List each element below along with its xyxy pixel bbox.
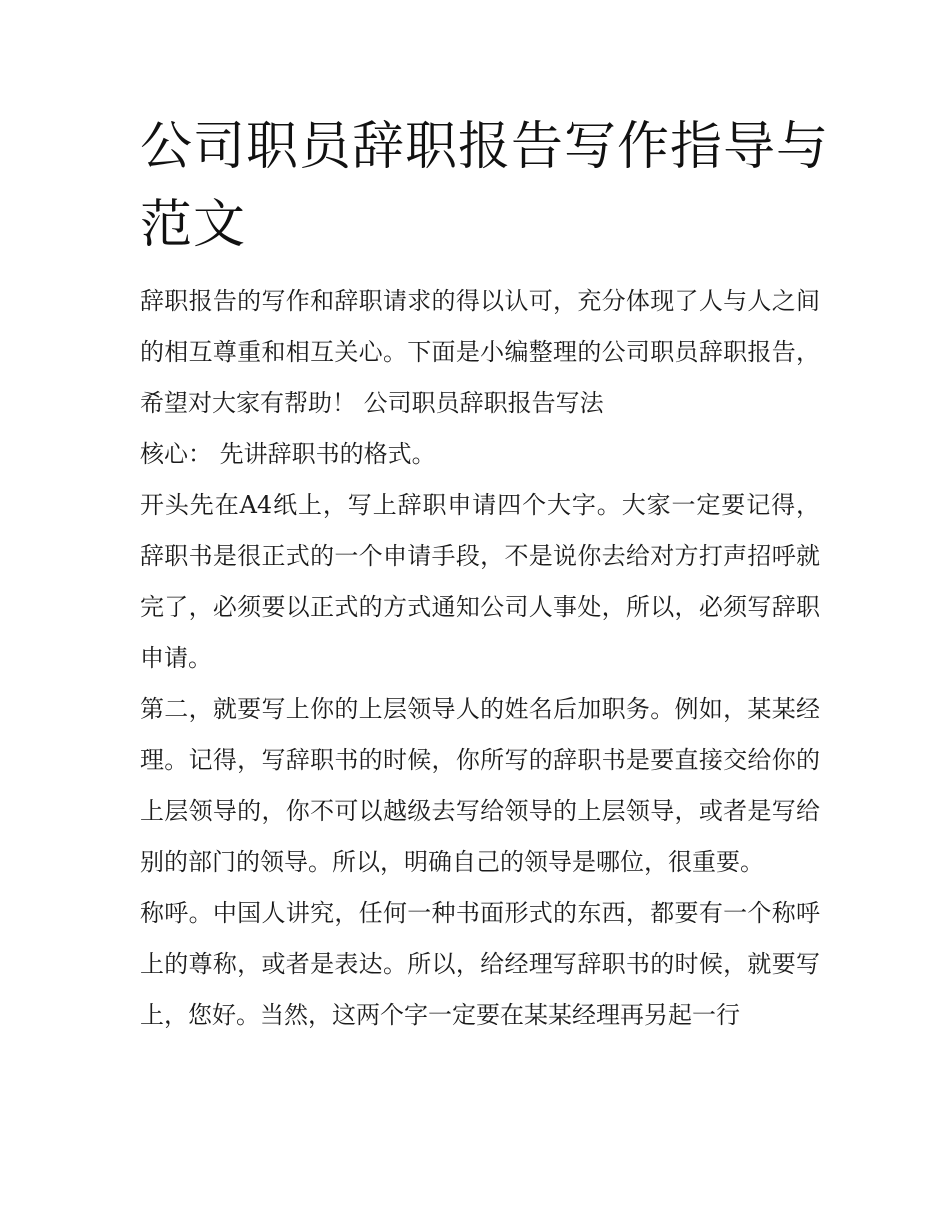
- paragraph-core: 核心： 先讲辞职书的格式。: [140, 440, 436, 468]
- document-body: [140, 276, 820, 1041]
- paragraph-heading-format: 开头先在A4纸上，写上辞职申请四个大字。大家一定要记得，辞职书是很正式的一个申请手段，不是说你去给对方打声招呼就完了，必须要以正式的方式通知公司人事处，所以，必须写辞职申请。: [140, 491, 820, 672]
- document-title: 公司职员辞职报告写作指导与范文: [140, 117, 830, 255]
- paragraph-intro: 辞职报告的写作和辞职请求的得以认可，充分体现了人与人之间的相互尊重和相互关心。下面是小编整理的公司职员辞职报告，希望对大家有帮助！ 公司职员辞职报告写法: [140, 287, 820, 417]
- paragraph-salutation: 称呼。中国人讲究，任何一种书面形式的东西，都要有一个称呼上的尊称，或者是表达。所以，给经理写辞职书的时候，就要写上，您好。当然，这两个字一定要在某某经理再另起一行: [140, 899, 820, 1029]
- paragraph-leader-name: 第二，就要写上你的上层领导人的姓名后加职务。例如，某某经理。记得，写辞职书的时候，你所写的辞职书是要直接交给你的上层领导的，你不可以越级去写给领导的上层领导，或者是写给别的部门的领导。所以，明确自己的领导是哪位，很重要。: [140, 695, 820, 876]
